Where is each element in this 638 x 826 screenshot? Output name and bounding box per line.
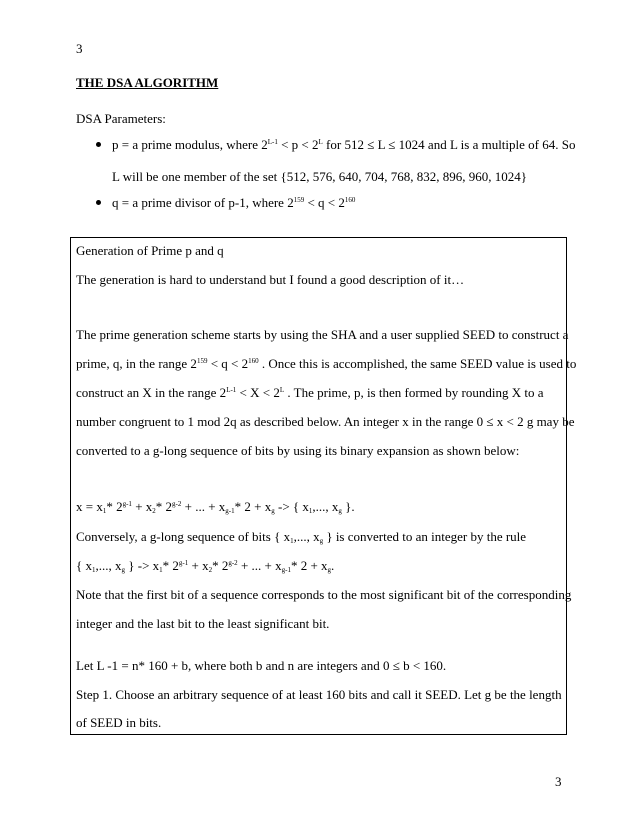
bullet-q: q = a prime divisor of p-1, where $2^{159} < q < 2^{160}$ [112,195,356,210]
note-line-2: integer and the last bit to the least significant bit. [76,616,330,631]
box-title: Generation of Prime p and q [76,243,224,258]
bullet-p-line1: p = a prime modulus, where $2^{L-1} < p < 2^L$ for 512 ≤ L ≤ 1024 and L is a multiple of 64. So [112,137,576,152]
scheme-line-4: number congruent to 1 mod 2q as described below. An integer x in the range 0 ≤ x < 2 g may be [76,414,575,429]
converse-line: Conversely, a g-long sequence of bits { $x_1$,..., $x_g$ } is converted to an integer by the rule [76,529,527,545]
scheme-line-1: The prime generation scheme starts by using the SHA and a user supplied SEED to construct a [76,327,569,342]
scheme-line-3: construct an X in the range $2^{L-1} < X < 2^L$ . The prime, p, is then formed by rounding X to a [76,385,544,400]
bullet-icon [96,200,101,205]
page-number-top: 3 [76,41,83,56]
note-line-1: Note that the first bit of a sequence corresponds to the most significant bit of the corresponding [76,587,572,602]
parameters-label: DSA Parameters: [76,111,166,126]
let-definition: Let L -1 = n* 160 + b, where both b and n are integers and 0 ≤ b < 160. [76,658,447,673]
step-1-line-1: Step 1. Choose an arbitrary sequence of at least 160 bits and call it SEED. Let g be the length [76,687,562,702]
step-1-line-2: of SEED in bits. [76,715,162,730]
box-intro: The generation is hard to understand but I found a good description of it… [76,272,465,287]
page-number-bottom: 3 [555,774,562,789]
scheme-line-5: converted to a g-long sequence of bits by using its binary expansion as shown below: [76,443,520,458]
integer-conversion-formula: { $x_1$,..., $x_g$ } -> $x_1*$ $2^{g-1} + x_2*$ $2^{g-2}$ + ... + $x_{g-1}*$ $2 + x_g$. [76,558,335,574]
scheme-line-2: prime, q, in the range $2^{159} < q < 2^{160}$ . Once this is accomplished, the same SEED value is used to [76,356,577,371]
bullet-icon [96,142,101,147]
section-heading: THE DSA ALGORITHM [76,75,219,90]
binary-expansion-formula: $x = x_1*$ $2^{g-1} + x_2*$ $2^{g-2}$ + ... + $x_{g-1}*$ $2 + x_g$ -> { $x_1$,..., $x_g$ }. [76,499,355,515]
bullet-p-line2: L will be one member of the set {512, 576, 640, 704, 768, 832, 896, 960, 1024} [112,169,527,184]
